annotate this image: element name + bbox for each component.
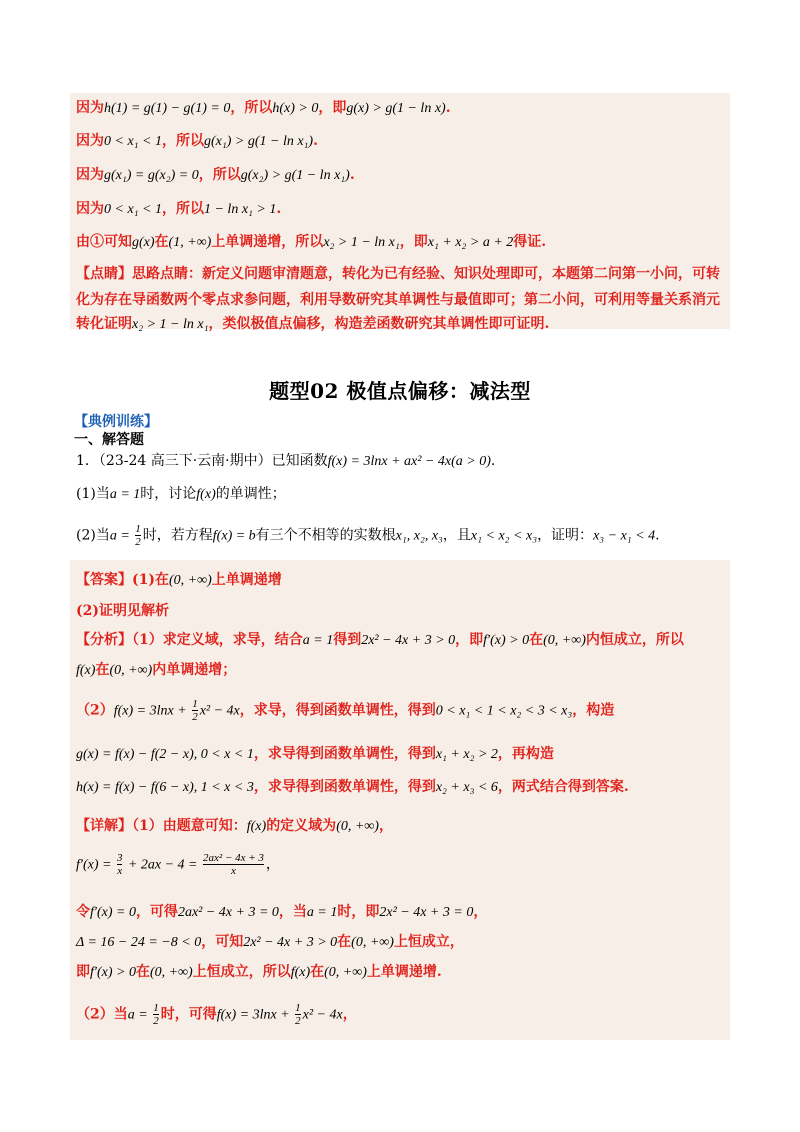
top-block-line [76,98,451,119]
math-expression: (0, +∞) [149,965,193,980]
math-expression: a = 1 [302,633,334,648]
math-expression: f(x) = 3lnx + ax² − 4x(a > 0) [327,454,491,469]
math-expression: f′(x) > 0 [483,633,530,648]
text-segment: （2） [76,702,114,719]
text-segment: ，求导，得到函数单调性，得到 [239,702,436,719]
text-segment: 思路点睛：新定义问题审清题意，转化为已有经验、知识处理即可，本题第二问第一小问，可转 [132,266,720,282]
text-segment: 上单调递增 [211,572,282,588]
math-expression: x² − 4x [199,703,240,719]
top-block-line [76,131,318,152]
math-expression: x₃ − x₁ < 4 [593,528,656,544]
fraction [117,852,123,877]
fraction [153,1002,159,1027]
text-segment: ，可知 [201,934,244,950]
text-segment: . [349,167,355,183]
text-segment: ，构造 [572,702,615,719]
fraction-denominator: 2 [153,1015,159,1027]
text-segment: (1)在 [132,572,169,588]
math-expression: f′(x) = 0 [90,905,136,920]
math-expression: (0, +∞) [324,965,367,980]
top-block-line [76,314,549,335]
math-expression: x₁ + x₂ > 2 [435,747,498,762]
math-expression: a = [109,528,134,544]
text-segment: 时，可得 [160,1006,217,1023]
text-segment: 在 [529,632,544,648]
math-expression: (0, +∞) [169,573,212,588]
text-segment: 因为 [76,100,104,116]
text-segment: 的单调性； [215,486,286,502]
fraction-numerator: 3 [116,852,123,864]
math-expression: g(x₂) > g(1 − ln x₁) [240,168,350,183]
math-expression: g(x₁) > g(1 − ln x₁) [203,134,314,149]
math-expression: x₂ > 1 − ln x₁ [132,317,209,332]
text-segment: ， [473,904,488,920]
text-segment: ，所以 [198,167,241,183]
fraction-denominator: 2 [295,1015,301,1027]
text-segment: . [313,133,318,149]
math-expression: h(x) = f(x) − f(6 − x), 1 < x < 3 [76,780,254,795]
math-expression: x₁, x₂, x₃ [395,528,443,544]
text-segment: 得到 [333,632,362,648]
answer-line [76,777,629,798]
answer-line [76,744,554,765]
math-expression: x² − 4x [302,1007,343,1023]
fraction-denominator: x [117,865,123,877]
question-type-heading: 一、解答题 [74,432,144,448]
text-segment: ，类似极值点偏移，构造差函数研究其单调性即可证明. [208,316,550,332]
math-expression: f(x) [246,819,267,834]
fraction-numerator: 2ax² − 4x + 3 [203,852,264,864]
math-expression: 2x² − 4x + 3 = 0 [379,905,474,920]
math-expression: 0 < x₁ < 1 [104,134,162,149]
math-expression: f(x) [290,965,311,980]
math-expression: g(x₁) = g(x₂) = 0 [104,168,199,183]
section-title: 题型02 极值点偏移：减法型 [269,379,531,403]
math-expression: a = [127,1007,152,1023]
text-segment: ，当 [278,904,307,920]
text-segment: ，求导得到函数单调性，得到 [253,746,436,762]
math-expression: (0, +∞) [543,633,586,648]
answer-line [76,630,684,651]
math-expression: (0, +∞) [351,935,394,950]
text-segment: 在 [154,234,169,250]
text-segment: . [276,201,282,217]
text-segment: 【点睛】 [76,266,132,282]
math-expression: (0, +∞) [336,819,379,834]
text-segment: . [445,100,451,116]
text-segment: 上恒成立，所以 [192,964,291,980]
fraction-numerator: 1 [135,523,141,535]
math-expression: 2x² − 4x + 3 > 0 [361,633,456,648]
answer-line [76,570,282,591]
text-segment: ，两式结合得到答案. [497,779,629,795]
text-segment: 有三个不相等的实数根 [255,527,396,544]
math-expression: (1, +∞) [168,235,212,250]
text-segment: 由①可知 [76,234,132,250]
text-segment: 即 [76,964,90,980]
math-expression: a = 1 [109,487,141,502]
problem-line [76,451,495,472]
answer-line [76,1002,357,1027]
fraction [295,1002,301,1027]
fraction [203,852,264,877]
math-expression: x₁ + x₂ > a + 2 [427,235,514,250]
text-segment: 转化证明 [76,316,132,332]
text-segment: 在 [337,934,352,950]
math-expression: 2x² − 4x + 3 > 0 [243,935,338,950]
math-expression: h(1) = g(1) − g(1) = 0 [104,101,231,116]
text-segment: 因为 [76,201,104,217]
math-expression: x₂ > 1 − ln x₁ [323,235,400,250]
text-segment: 得证. [513,234,547,250]
math-expression: f′(x) > 0 [90,965,136,980]
math-expression: g(x) > g(1 − ln x) [346,101,446,116]
top-block-line [76,264,720,284]
text-segment: ， [342,1006,357,1023]
text-segment: 在 [135,964,150,980]
top-block-line [76,165,355,186]
text-segment: . [490,453,496,469]
math-expression: 0 < x₁ < 1 [104,202,162,217]
text-segment: . [655,527,660,544]
text-segment: ，所以 [230,100,273,116]
fraction [135,523,141,548]
text-segment: 因为 [76,167,104,183]
text-segment: 时，讨论 [140,486,197,502]
math-expression: f(x) = 3lnx + [113,703,191,719]
math-expression: f(x) [196,487,216,502]
math-expression: x₁ < x₂ < x₃ [470,528,538,544]
problem-line [76,484,286,505]
text-segment: 的定义域为 [266,818,337,834]
answer-line [76,660,236,681]
text-segment: (2)证明见解析 [76,603,169,619]
text-segment: （2）当 [76,1006,128,1023]
math-expression: a = 1 [306,905,338,920]
text-segment: ， [378,818,393,834]
text-segment: ，即 [399,234,428,250]
text-segment: 在 [95,662,110,678]
answer-line [76,902,487,923]
text-segment: (2)当 [76,527,110,544]
text-segment: ，求导得到函数单调性，得到 [253,779,436,795]
text-segment: (1)当 [76,486,110,502]
math-expression: f′(x) = [76,857,115,873]
text-segment: 上单调递增，所以 [211,234,324,250]
text-segment: ，再构造 [497,746,554,762]
text-segment: （1）求定义域，求导，结合 [132,632,303,648]
math-expression: h(x) > 0 [272,101,319,116]
fraction-numerator: 1 [192,698,198,710]
answer-line [76,962,442,983]
text-segment: 上单调递增. [366,964,442,980]
math-expression: (0, +∞) [109,663,153,678]
math-expression: Δ = 16 − 24 = −8 < 0 [76,935,202,950]
math-expression: f(x) [76,663,96,678]
math-expression: 0 < x₁ < 1 < x₂ < 3 < x₃ [435,703,573,719]
answer-line [76,932,464,953]
text-segment: 【答案】 [76,572,132,588]
text-segment: 因为 [76,133,104,149]
text-segment: 内单调递增； [152,662,237,678]
text-segment: ，即 [318,100,347,116]
top-block-line [76,232,546,253]
text-segment: ，即 [455,632,484,648]
answer-line [76,816,393,837]
fraction-numerator: 1 [153,1002,159,1014]
text-segment: ，证明： [537,527,594,544]
answer-line [76,601,169,621]
math-expression: g(x) [132,235,155,250]
math-expression: f(x) = b [212,528,256,544]
text-segment: 化为存在导函数两个零点求参问题，利用导数研究其单调性与最值即可；第二小问，可利用等量关系消元 [76,292,720,308]
text-segment: 上恒成立， [393,934,464,950]
example-training-tag: 【典例训练】 [74,414,158,430]
text-segment: ， [265,856,280,873]
math-expression: g(x) = f(x) − f(2 − x), 0 < x < 1 [76,747,254,762]
math-expression: 1 − ln x₁ > 1 [203,202,277,217]
text-segment: 1．（23-24 高三下·云南·期中）已知函数 [76,453,328,469]
text-segment: ，且 [442,527,471,544]
text-segment: 【详解】 [76,818,132,834]
fraction-denominator: x [203,864,264,877]
top-block-line [76,290,720,310]
fraction [192,698,198,723]
top-block-line [76,199,281,220]
text-segment: （1）由题意可知： [132,818,247,834]
text-segment: 时，即 [337,904,380,920]
math-expression: + 2ax − 4 = [124,857,201,873]
math-expression: 2ax² − 4x + 3 = 0 [177,905,279,920]
text-segment: 内恒成立，所以 [585,632,684,648]
text-segment: 时，若方程 [142,527,213,544]
math-expression: x₂ + x₃ < 6 [435,780,498,795]
text-segment: 【分析】 [76,632,132,648]
text-segment: 在 [310,964,325,980]
fraction-denominator: 2 [135,536,141,548]
fraction-denominator: 2 [192,711,198,723]
answer-line [76,852,280,877]
math-expression: f(x) = 3lnx + [216,1007,294,1023]
text-segment: ，所以 [161,133,204,149]
fraction-numerator: 1 [295,1002,301,1014]
problem-line [76,523,660,548]
text-segment: 令 [76,904,90,920]
text-segment: ，所以 [161,201,204,217]
text-segment: ，可得 [135,904,178,920]
answer-line [76,698,614,723]
